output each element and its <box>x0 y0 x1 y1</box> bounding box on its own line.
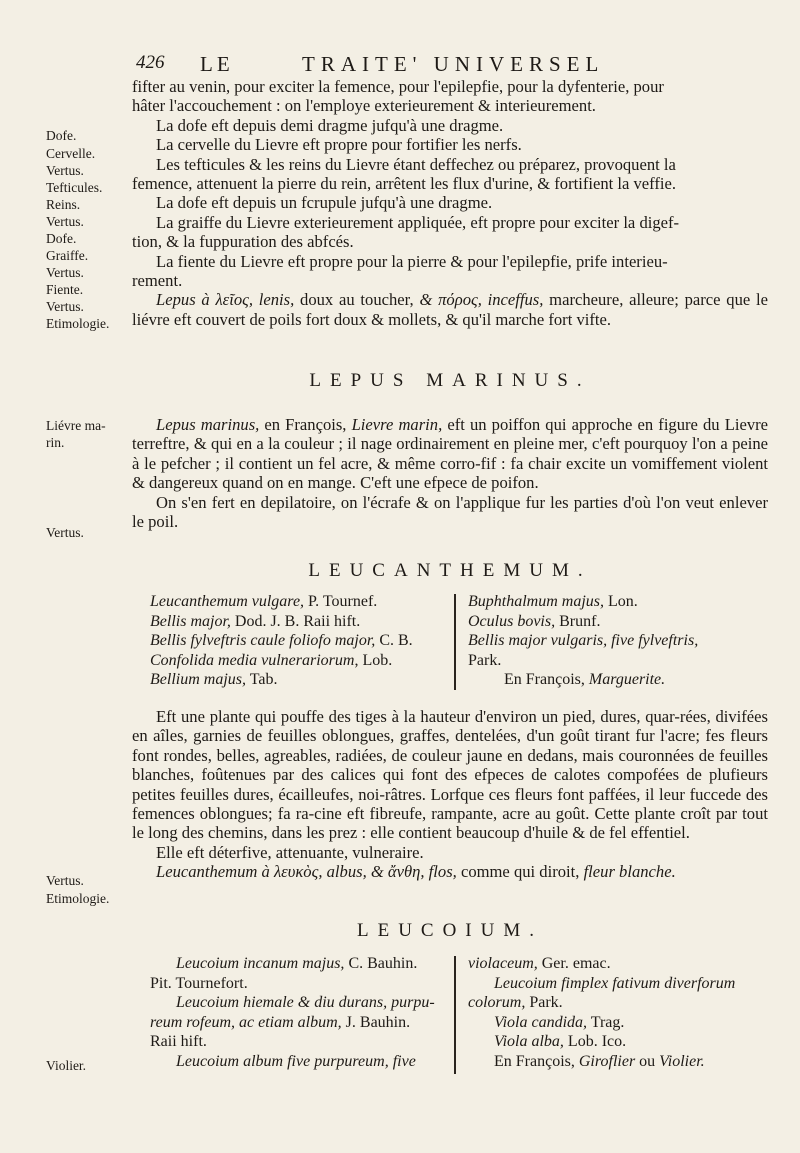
leucanthemum-synonyms <box>150 592 750 692</box>
margin-note: Liévre ma- <box>46 418 106 433</box>
leucanthemum-virtues: Elle eft déterfive, attenuante, vulneraire. <box>156 842 424 862</box>
synonym-line <box>150 1032 450 1052</box>
synonym-source: Ger. emac. <box>537 955 611 972</box>
synonym-line <box>468 631 758 651</box>
synonym-name: Bellis major, <box>150 612 231 630</box>
synonym-line <box>468 612 758 632</box>
margin-note: Vertus. <box>46 299 84 314</box>
margin-note: Graiffe. <box>46 248 89 263</box>
synonym-source: Lon. <box>604 593 638 610</box>
synonym-line <box>150 993 450 1013</box>
synonym-name: Leucanthemum vulgare, <box>150 593 305 610</box>
synonym-name: Giroflier <box>578 1052 636 1070</box>
synonym-source: C. Bauhin. <box>344 955 418 972</box>
synonym-source: P. Tournef. <box>304 593 378 610</box>
margin-note: Etimologie. <box>46 891 110 906</box>
synonym-source: Lob. Ico. <box>563 1033 627 1050</box>
margin-note: Dofe. <box>46 231 77 246</box>
text-line: La graiffe du Lievre exterieurement appliquée, eft propre pour exciter la digef- <box>156 212 680 232</box>
synonym-line <box>150 954 450 974</box>
synonym-line <box>468 670 758 690</box>
synonym-source: Park. <box>525 994 563 1011</box>
margin-note: Fiente. <box>46 282 84 297</box>
lepus-marinus-virtues: On s'en fert en depilatoire, on l'écrafe & on l'applique fur les parties d'où l'on veut enlever le poil. <box>132 492 768 532</box>
synonym-name: Leucoium incanum majus, <box>176 955 345 972</box>
lepus-etymology: Lepus à λεῖος, lenis, doux au toucher, & πόρος, inceffus, marcheure, alleure; parce que le liévre eft couvert de poils fort doux & mollets, & qu'il marche fort vifte. <box>132 290 769 329</box>
synonym-name: Bellium majus, <box>150 671 246 688</box>
synonym-line <box>150 1052 450 1072</box>
synonym-source: En François, <box>504 671 589 688</box>
column-divider <box>454 594 456 690</box>
synonym-name: Oculus bovis, <box>468 612 556 630</box>
margin-note: Vertus. <box>46 873 84 888</box>
synonym-line <box>468 974 758 994</box>
synonym-name: Leucoium album five purpureum, five <box>176 1052 416 1070</box>
text-line: La dofe eft depuis un fcrupule jufqu'à une dragme. <box>156 193 493 213</box>
synonym-line <box>468 1013 758 1033</box>
margin-note: Vertus. <box>46 163 84 178</box>
synonym-line <box>150 974 450 994</box>
synonyms-right-column <box>468 954 758 1071</box>
text-line: tion, & la fuppuration des abfcés. <box>132 232 354 252</box>
text-line: hâter l'accouchement : on l'employe exterieurement & interieurement. <box>132 96 596 116</box>
lepus-marinus-description: Lepus marinus, en François, Lievre marin, eft un poiffon qui approche en figure du Lievre terreftre, & qui en a la couleur ; il nage ordinairement en pleine mer, c'eft pourquoy l'on a peine à le pefcher ; il contient un fel acre, & même corro-fif : fa chair excite un vomiffement violent & dangereux quand on en mange. C'eft une efpece de poifon. <box>132 415 769 493</box>
synonym-line <box>150 631 450 651</box>
column-divider <box>454 956 456 1074</box>
lepus-continued-text <box>132 77 768 329</box>
synonym-name: Bellis fylveftris caule foliofo major, <box>150 632 376 649</box>
running-head-title: TRAITE' UNIVERSEL <box>302 52 605 76</box>
margin-note: Violier. <box>46 1058 87 1073</box>
synonym-source: Tab. <box>246 671 278 688</box>
synonym-name: Marguerite. <box>588 671 666 688</box>
text-line: Les tefticules & les reins du Lievre étant deffechez ou préparez, provoquent la <box>156 154 676 174</box>
margin-note: Tefticules. <box>46 180 103 195</box>
margin-note: Etimologie. <box>46 316 110 331</box>
synonym-source: Pit. Tournefort. <box>150 974 248 992</box>
page-number: 426 <box>136 52 165 73</box>
synonym-line <box>150 651 450 671</box>
text-line: La cervelle du Lievre eft propre pour fortifier les nerfs. <box>156 135 522 155</box>
synonyms-left-column <box>150 592 450 690</box>
leucanthemum-description: Eft une plante qui pouffe des tiges à la hauteur d'environ un pied, dures, quar-rées, divifées en aîles, garnies de feuilles oblongues, graffes, dentelées, d'un goût tirant fur l'acre; fes fleurs font rondes, belles, agreables, radiées, de couleur jaune en dedans, mais couronnées de feuilles blanches, foûtenues par des calices qui font des efpeces de calotes compofées de plufieurs petites feuilles dures, écailleufes, noi-râtres. Lorfque ces fleurs font paffées, il leur fuccede des femences oblongues; fa ra-cine eft fibreufe, rampante, acre au goût. Cette plante croît par tout le long des chemins, dans les prez : elle contient beaucoup d'huile & de fel effentiel. <box>132 707 768 843</box>
synonym-name: Viola alba, <box>494 1033 564 1050</box>
synonym-source: Brunf. <box>555 612 601 630</box>
margin-note: Dofe. <box>46 128 77 143</box>
lepus-marinus-text <box>132 415 768 531</box>
synonym-source: ou <box>635 1052 660 1070</box>
heading-leucanthemum: LEUCANTHEMUM. <box>308 560 592 581</box>
synonym-name: reum rofeum, ac etiam album, <box>150 1013 342 1031</box>
synonym-line <box>150 670 450 690</box>
synonym-line <box>150 612 450 632</box>
synonym-line <box>468 993 758 1013</box>
synonym-source: Trag. <box>587 1013 625 1031</box>
margin-note: Cervelle. <box>46 146 96 161</box>
synonym-name: Leucoium fimplex fativum diverforum <box>494 974 736 992</box>
synonym-line <box>468 592 758 612</box>
synonym-name: violaceum, <box>468 955 538 972</box>
margin-note: Vertus. <box>46 265 84 280</box>
synonym-line <box>468 651 758 671</box>
synonym-line <box>150 1013 450 1033</box>
leucanthemum-etymology: Leucanthemum à λευκὸς, albus, & ἄνθη, flos, comme qui diroit, fleur blanche. <box>156 862 676 882</box>
text-line: rement. <box>132 271 183 291</box>
text-line: La fiente du Lievre eft propre pour la pierre & pour l'epilepfie, prife interieu- <box>156 251 668 271</box>
synonym-source: Dod. J. B. Raii hift. <box>230 612 361 630</box>
text-line: fifter au venin, pour exciter la femence, pour l'epilepfie, pour la dyfenterie, pour <box>132 77 664 96</box>
leucoium-synonyms <box>150 954 750 1076</box>
synonyms-left-column <box>150 954 450 1071</box>
margin-note: rin. <box>46 435 65 450</box>
margin-note: Vertus. <box>46 214 84 229</box>
synonym-line <box>468 1032 758 1052</box>
synonym-name: Leucoium hiemale & diu durans, purpu- <box>176 994 435 1011</box>
synonym-name: Viola candida, <box>494 1013 588 1031</box>
heading-leucoium: LEUCOIUM. <box>356 920 544 941</box>
margin-note: Vertus. <box>46 525 84 540</box>
leucanthemum-text <box>132 707 768 882</box>
synonym-source: C. B. <box>375 632 413 649</box>
margin-note: Reins. <box>46 197 81 212</box>
synonym-line <box>150 592 450 612</box>
synonym-source: J. Bauhin. <box>341 1013 411 1031</box>
synonyms-right-column <box>468 592 758 690</box>
synonym-line <box>468 1052 758 1072</box>
heading-lepus-marinus: LEPUS MARINUS. <box>309 370 591 391</box>
running-head <box>130 52 770 78</box>
synonym-source: Raii hift. <box>150 1033 207 1050</box>
synonym-name: colorum, <box>468 994 526 1011</box>
synonym-line <box>468 954 758 974</box>
synonym-source: En François, <box>494 1052 579 1070</box>
text-line: La dofe eft depuis demi dragme jufqu'à une dragme. <box>156 115 504 135</box>
running-head-left: LE <box>200 52 234 76</box>
synonym-name: Violier. <box>659 1052 705 1070</box>
synonym-name: Buphthalmum majus, <box>468 593 604 610</box>
text-line: femence, attenuent la pierre du rein, arrêtent les flux d'urine, & fortifient la veffie. <box>132 174 677 194</box>
synonym-source: Park. <box>468 651 502 669</box>
synonym-source: , Lob. <box>354 651 393 669</box>
synonym-name: Bellis major vulgaris, five fylveftris, <box>468 632 699 649</box>
synonym-name: Confolida media vulnerariorum <box>150 651 355 669</box>
